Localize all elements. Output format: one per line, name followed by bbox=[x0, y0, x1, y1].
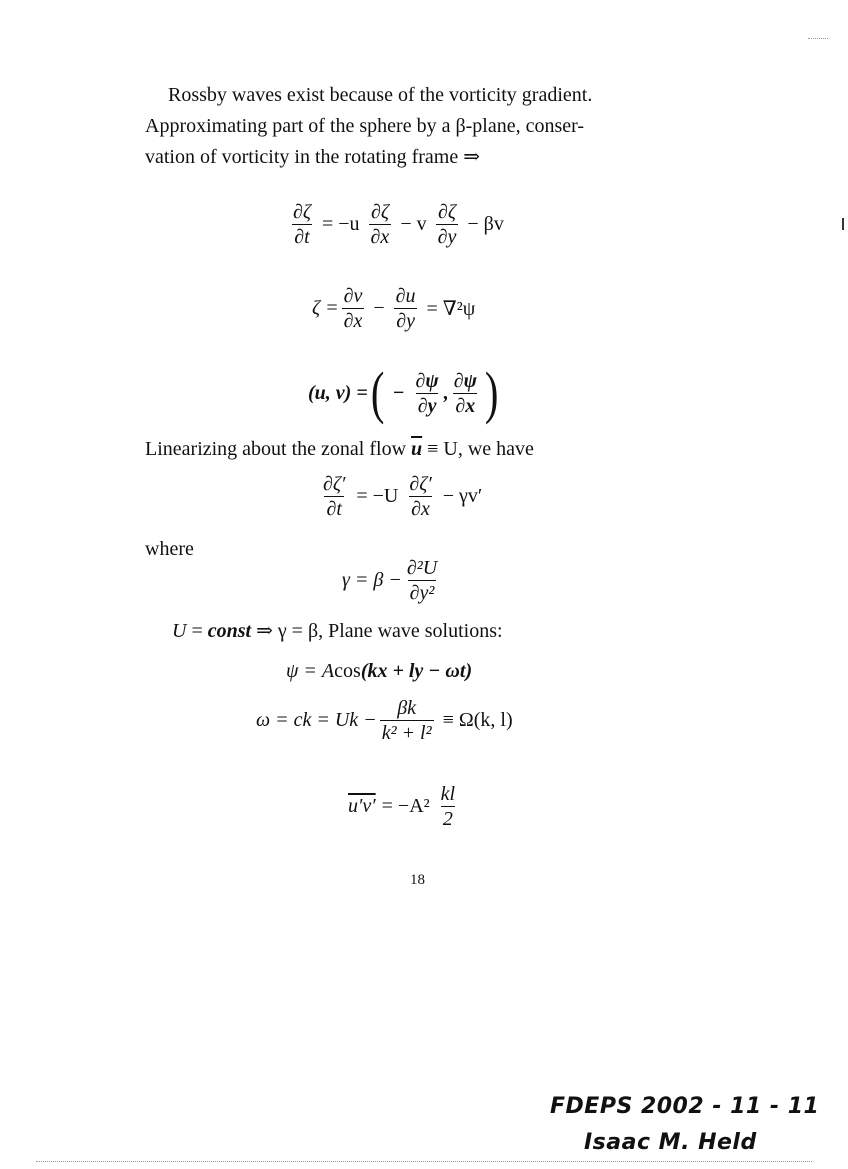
page-number: 18 bbox=[410, 872, 425, 888]
intro-line-1: Rossby waves exist because of the vorticity gradient. bbox=[168, 84, 593, 106]
vorticity-definition: ζ = $\frac{\partial v}{\partial x}$ − $\frac{\partial u}{\partial y}$ = ∇²ψ bbox=[312, 285, 476, 332]
vorticity-equation: $\frac{\partial\zeta}{\partial t}$ = −u $\frac{\partial\zeta}{\partial x}$ − v $\frac{\partial\zeta}{\partial y}$ − βv bbox=[293, 201, 504, 248]
plane-wave-solution: ψ = A cos (kx + ly − ωt) bbox=[286, 660, 473, 682]
intro-line-3: vation of vorticity in the rotating frame ⇒ bbox=[145, 146, 480, 168]
constant-flow-line: U = const ⇒ γ = β, Plane wave solutions: bbox=[172, 620, 503, 642]
dispersion-relation: ω = ck = Uk − $\frac{\beta k}{\text{k² + l²}}$ ≡ Ω(k, l) bbox=[256, 697, 513, 744]
handwritten-author: Isaac M. Held bbox=[584, 1130, 757, 1155]
gamma-definition: γ = β − $\frac{\text{∂²U}}{\text{∂y²}}$ bbox=[342, 557, 438, 604]
scan-corner-mark bbox=[808, 38, 828, 39]
scan-bottom-edge bbox=[36, 1161, 812, 1162]
where-text: where bbox=[145, 538, 194, 560]
momentum-flux: u′v′ = −A² $\frac{kl}{2}$ bbox=[348, 783, 456, 830]
velocity-streamfunction: (u, v) = ( − $\frac{\partial\psi}{\partial y}$ , $\frac{\partial\psi}{\partial x}$ ) bbox=[308, 360, 499, 425]
linearized-vorticity-equation: $\frac{\partial\zeta'}{\partial t}$ = −U $\frac{\partial\zeta'}{\partial x}$ − γv′ bbox=[323, 473, 483, 520]
linearizing-line: Linearizing about the zonal flow $\overline{u} \equiv U$, we have bbox=[145, 438, 534, 460]
handwritten-date: FDEPS 2002 - 11 - 11 bbox=[550, 1094, 820, 1119]
intro-line-2: Approximating part of the sphere by a β-plane, conser- bbox=[145, 115, 585, 137]
scan-edge-mark bbox=[842, 218, 844, 230]
